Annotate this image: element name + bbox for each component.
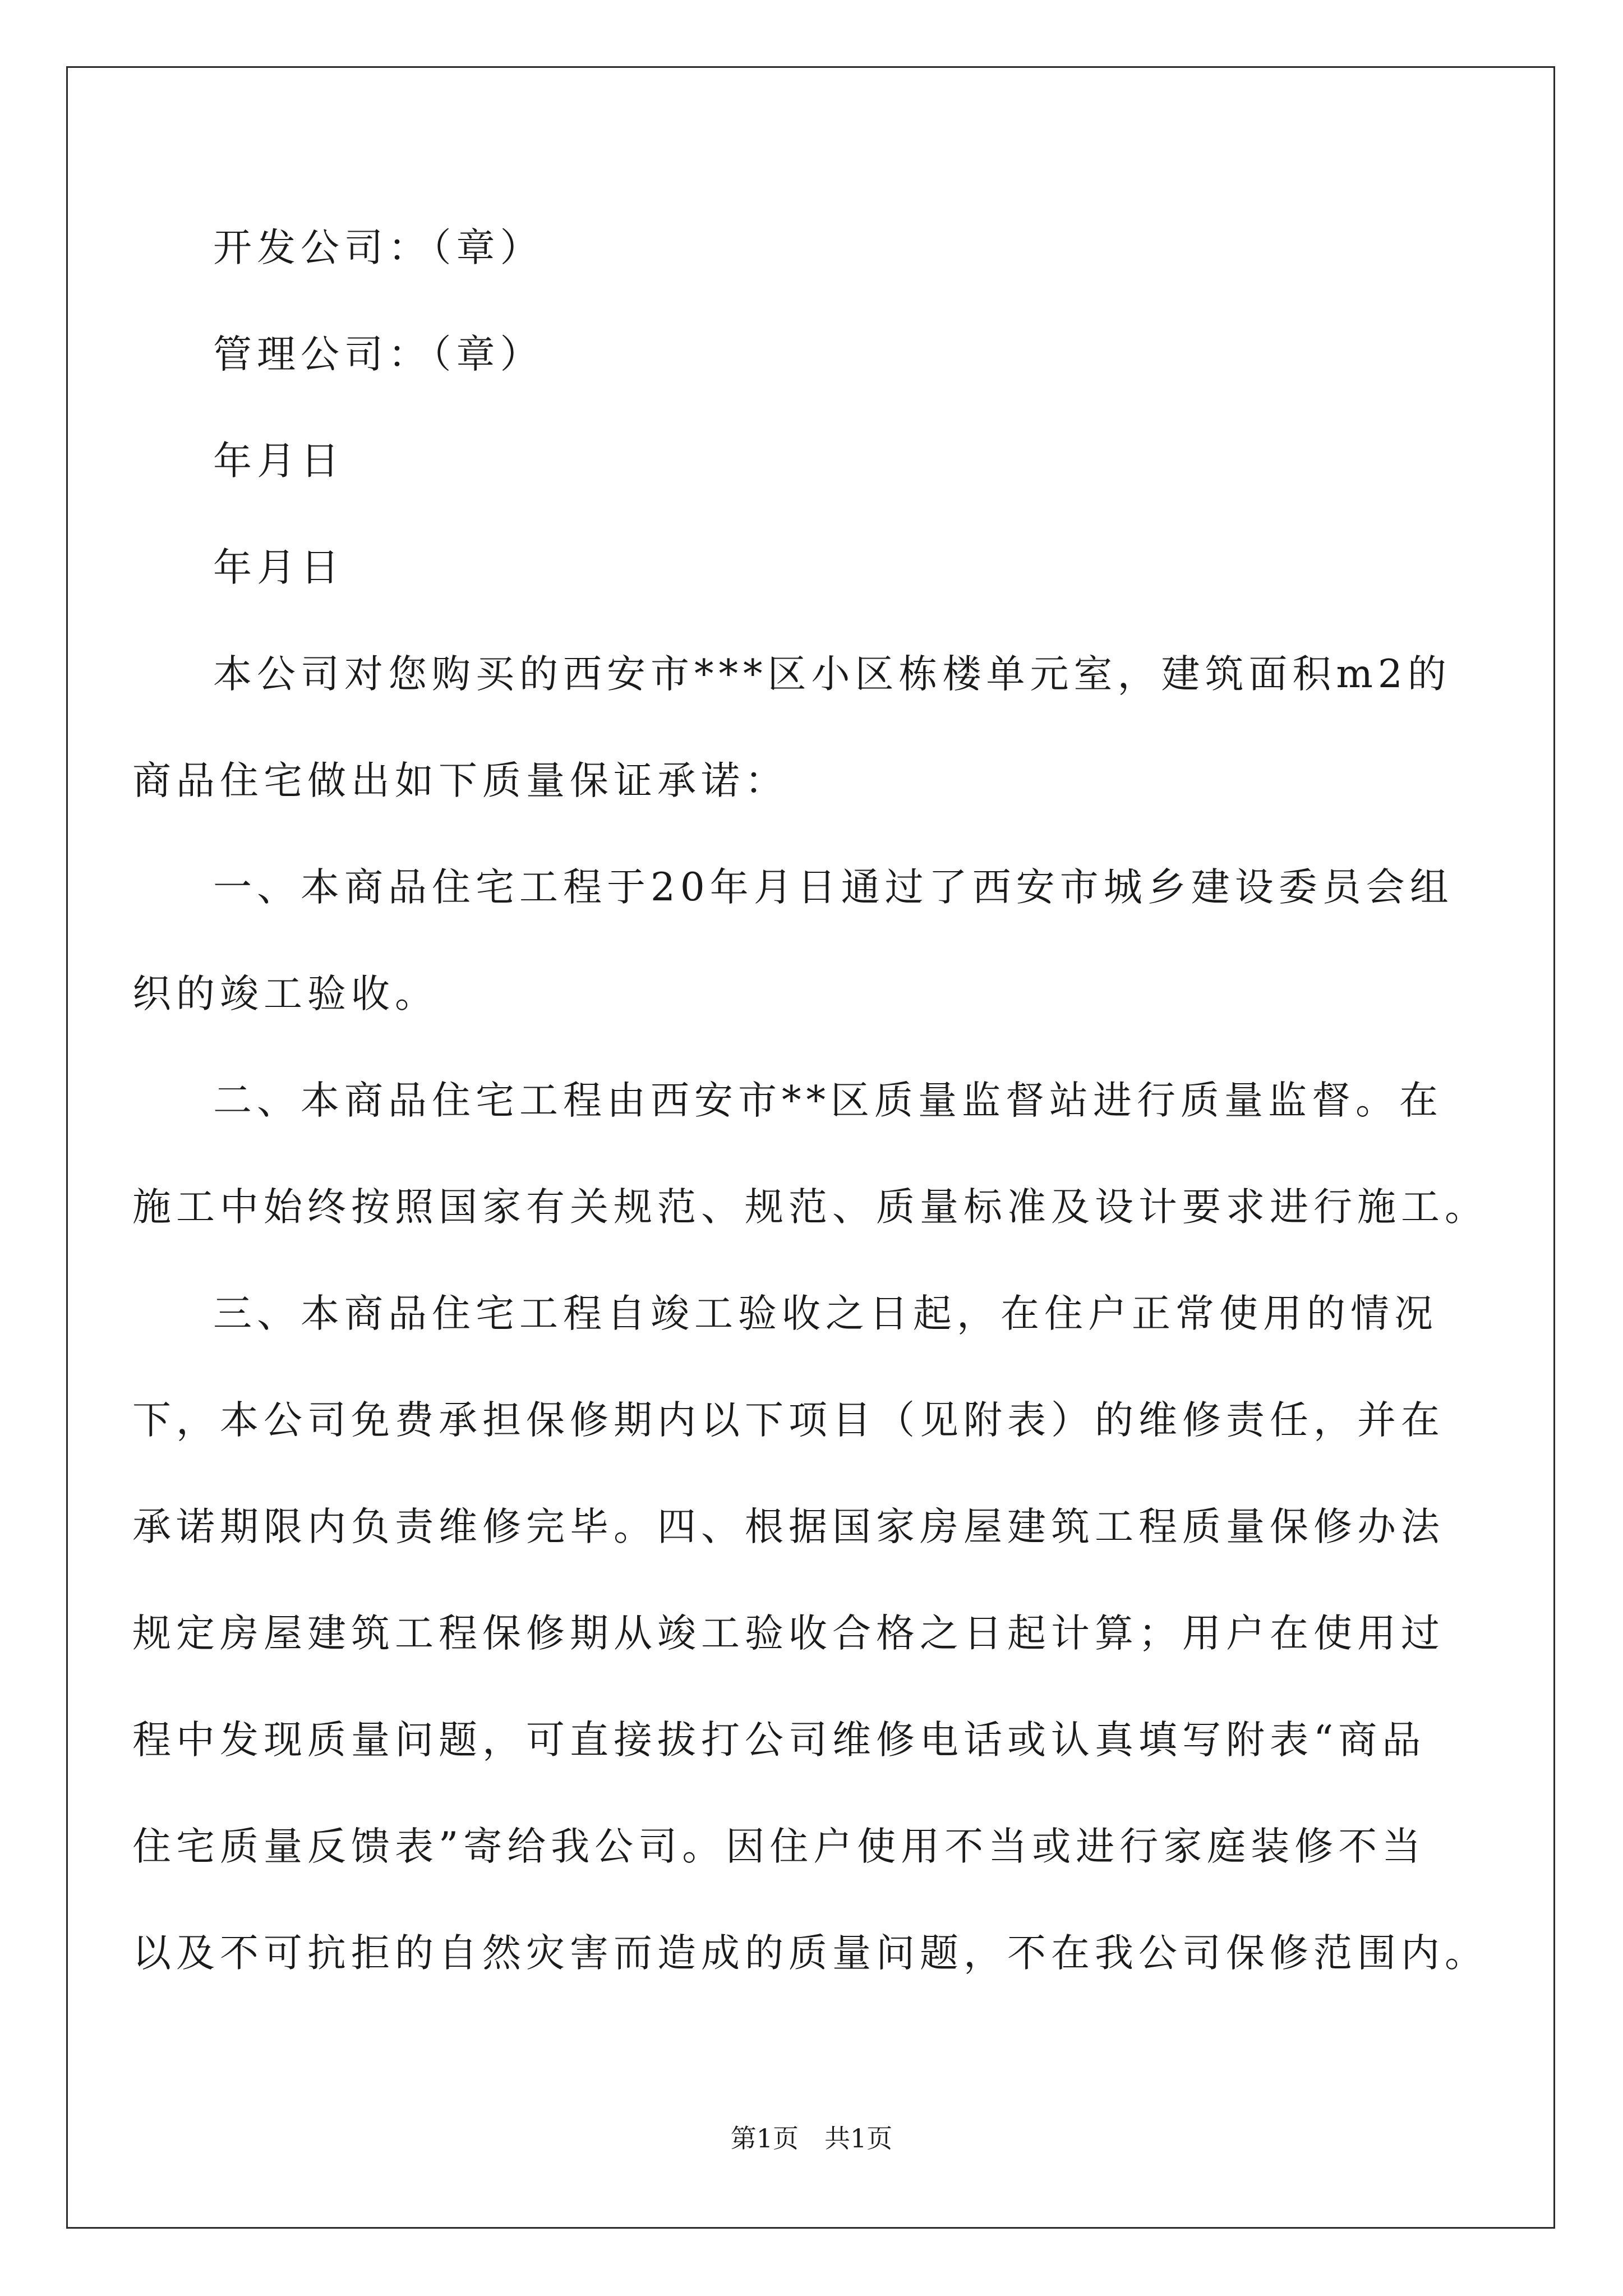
developer-seal-line: 开发公司：（章） (213, 226, 544, 270)
clause-3-line-3: 承诺期限内负责维修完毕。四、根据国家房屋建筑工程质量保修办法 (132, 1504, 1445, 1549)
page-number-footer: 第1页 共1页 (730, 2123, 893, 2154)
clause-1-line-1: 一、本商品住宅工程于20年月日通过了西安市城乡建设委员会组 (213, 865, 1454, 910)
clause-2-line-2: 施工中始终按照国家有关规范、规范、质量标准及设计要求进行施工。 (132, 1185, 1488, 1230)
intro-paragraph-line-2: 商品住宅做出如下质量保证承诺： (132, 758, 789, 803)
clause-4-line-3: 程中发现质量问题，可直接拔打公司维修电话或认真填写附表“商品 (132, 1718, 1426, 1763)
clause-4-line-5: 以及不可抗拒的自然灾害而造成的质量问题，不在我公司保修范围内。 (132, 1931, 1488, 1976)
date-line-2: 年月日 (213, 545, 344, 590)
date-line-1: 年月日 (213, 439, 344, 484)
page-border (66, 66, 1555, 2229)
clause-3-line-2: 下，本公司免费承担保修期内以下项目（见附表）的维修责任，并在 (132, 1398, 1445, 1443)
clause-4-line-4: 住宅质量反馈表”寄给我公司。因住户使用不当或进行家庭装修不当 (132, 1824, 1426, 1869)
clause-3-line-1: 三、本商品住宅工程自竣工验收之日起，在住户正常使用的情况 (213, 1291, 1438, 1336)
intro-paragraph-line-1: 本公司对您购买的西安市***区小区栋楼单元室，建筑面积m2的 (213, 652, 1451, 697)
clause-1-line-2: 织的竣工验收。 (132, 972, 439, 1016)
clause-4-line-2: 规定房屋建筑工程保修期从竣工验收合格之日起计算；用户在使用过 (132, 1611, 1445, 1656)
clause-2-line-1: 二、本商品住宅工程由西安市**区质量监督站进行质量监督。在 (213, 1078, 1443, 1123)
management-seal-line: 管理公司：（章） (213, 332, 544, 377)
